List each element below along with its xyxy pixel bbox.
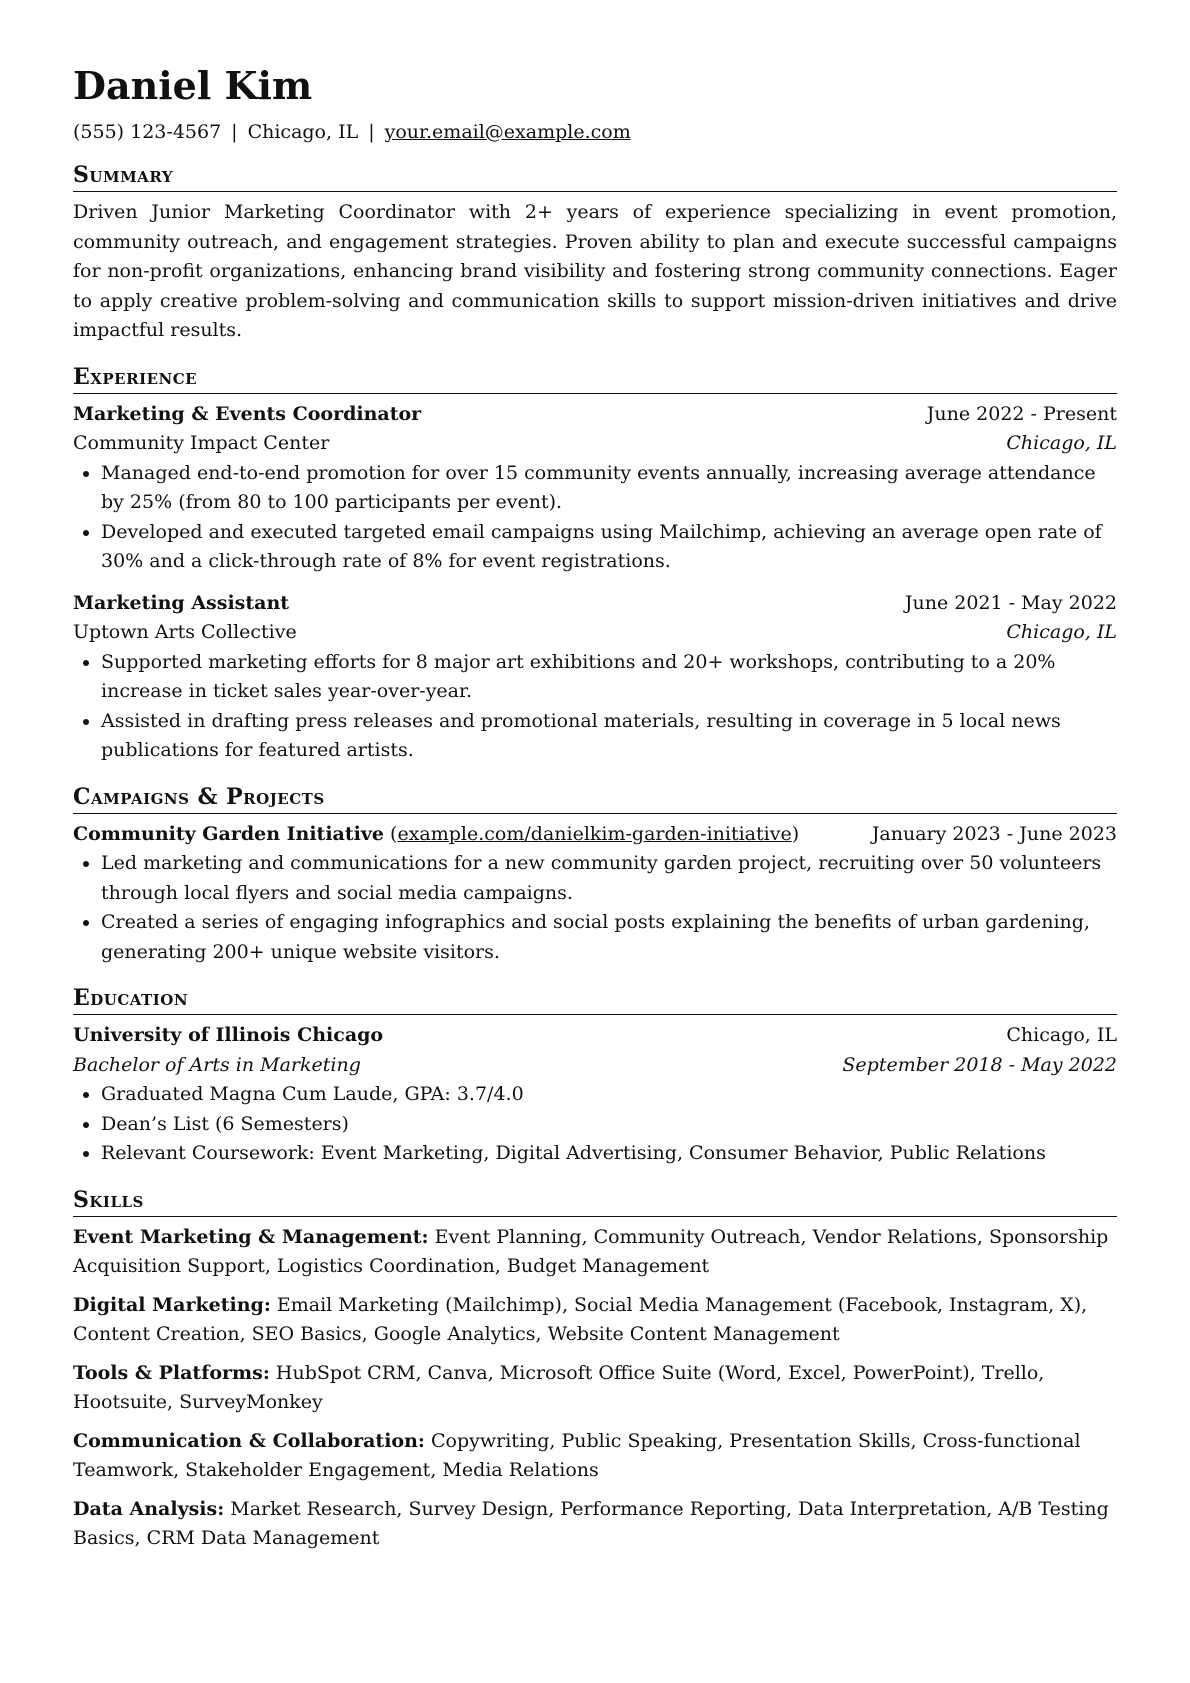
list-item: • Assisted in drafting press releases and promotional materials, resulting in coverage in 5 local news publications for featured artists. xyxy=(101,707,1117,766)
skill-items: HubSpot CRM, Canva, Microsoft Office Suite (Word, Excel, PowerPoint), Trello, Hootsuite, SurveyMonkey xyxy=(73,1361,1045,1413)
job-dates: June 2022 - Present xyxy=(926,402,1117,425)
skill-items: Event Planning, Community Outreach, Vendor Relations, Sponsorship Acquisition Support, Logistics Coordination, Budget Management xyxy=(73,1225,1109,1277)
skill-label: Data Analysis: xyxy=(73,1497,225,1520)
education-dates: September 2018 - May 2022 xyxy=(842,1053,1117,1076)
location: Chicago, IL xyxy=(247,121,359,143)
school-name: University of Illinois Chicago xyxy=(73,1024,384,1046)
job-organization: Uptown Arts Collective xyxy=(73,621,297,643)
job-location: Chicago, IL xyxy=(1006,432,1117,454)
list-item: • Dean’s List (6 Semesters) xyxy=(101,1110,1117,1140)
skill-group xyxy=(73,1223,1117,1282)
job-bullets xyxy=(73,459,1117,577)
project-link[interactable]: example.com/danielkim-garden-initiative xyxy=(397,822,792,845)
list-item: • Created a series of engaging infographics and social posts explaining the benefits of urban gardening, generating 200+ unique website visitors. xyxy=(101,908,1117,967)
candidate-name: Daniel Kim xyxy=(73,63,313,108)
skill-group xyxy=(73,1427,1117,1486)
job-location: Chicago, IL xyxy=(1006,621,1117,643)
job-dates: June 2021 - May 2022 xyxy=(904,591,1117,614)
skill-group xyxy=(73,1495,1117,1554)
skill-items: Email Marketing (Mailchimp), Social Media Management (Facebook, Instagram, X), Content Creation, SEO Basics, Google Analytics, Website Content Management xyxy=(73,1293,1088,1345)
degree: Bachelor of Arts in Marketing xyxy=(73,1053,361,1076)
section-title-experience: Experience xyxy=(73,362,1117,394)
education-bullets xyxy=(73,1080,1117,1169)
section-title-skills: Skills xyxy=(73,1185,1117,1217)
skills-section xyxy=(73,1185,1117,1554)
education-section xyxy=(73,983,1117,1169)
email-link[interactable]: your.email@example.com xyxy=(384,121,631,143)
project-dates: January 2023 - June 2023 xyxy=(871,822,1117,845)
project-name: Community Garden Initiative xyxy=(73,822,384,845)
experience-entry xyxy=(73,400,1117,577)
job-role: Marketing Assistant xyxy=(73,591,290,614)
experience-section xyxy=(73,362,1117,766)
job-bullets xyxy=(73,648,1117,766)
job-role: Marketing & Events Coordinator xyxy=(73,402,422,425)
phone-number: (555) 123-4567 xyxy=(73,121,222,143)
skill-label: Digital Marketing: xyxy=(73,1293,271,1316)
skill-group xyxy=(73,1359,1117,1418)
project-link-wrapper: (example.com/danielkim-garden-initiative) xyxy=(390,822,800,845)
project-bullets xyxy=(73,849,1117,967)
projects-section xyxy=(73,782,1117,968)
list-item: • Managed end-to-end promotion for over 15 community events annually, increasing average attendance by 25% (from 80 to 100 participants per event). xyxy=(101,459,1117,518)
summary-section xyxy=(73,160,1117,346)
list-item: • Graduated Magna Cum Laude, GPA: 3.7/4.0 xyxy=(101,1080,1117,1110)
school-location: Chicago, IL xyxy=(1006,1024,1117,1046)
skill-items: Market Research, Survey Design, Performance Reporting, Data Interpretation, A/B Testing Basics, CRM Data Management xyxy=(73,1497,1109,1549)
section-title-projects: Campaigns & Projects xyxy=(73,782,1117,814)
section-title-summary: Summary xyxy=(73,160,1117,192)
skill-items: Copywriting, Public Speaking, Presentation Skills, Cross-functional Teamwork, Stakeholder Engagement, Media Relations xyxy=(73,1429,1081,1481)
list-item: • Led marketing and communications for a new community garden project, recruiting over 50 volunteers through local flyers and social media campaigns. xyxy=(101,849,1117,908)
job-organization: Community Impact Center xyxy=(73,432,330,454)
list-item: • Supported marketing efforts for 8 major art exhibitions and 20+ workshops, contributing to a 20% increase in ticket sales year-over-year. xyxy=(101,648,1117,707)
summary-text: Driven Junior Marketing Coordinator with 2+ years of experience specializing in event promotion, community outreach, and engagement strategies. Proven ability to plan and execute successful campaigns for non-profit organizations, enhancing brand visibility and fostering strong community connections. Eager to apply creative problem-solving and communication skills to support mission-driven initiatives and drive impactful results. xyxy=(73,201,1117,341)
list-item: • Developed and executed targeted email campaigns using Mailchimp, achieving an average open rate of 30% and a click-through rate of 8% for event registrations. xyxy=(101,518,1117,577)
section-title-education: Education xyxy=(73,983,1117,1015)
contact-line xyxy=(73,120,1117,144)
skill-label: Event Marketing & Management: xyxy=(73,1225,429,1248)
skill-label: Communication & Collaboration: xyxy=(73,1429,425,1452)
skill-label: Tools & Platforms: xyxy=(73,1361,270,1384)
contact-separator: | xyxy=(231,121,238,143)
list-item: • Relevant Coursework: Event Marketing, Digital Advertising, Consumer Behavior, Public Relations xyxy=(101,1139,1117,1169)
skill-group xyxy=(73,1291,1117,1350)
contact-separator: | xyxy=(368,121,375,143)
experience-entry xyxy=(73,589,1117,766)
